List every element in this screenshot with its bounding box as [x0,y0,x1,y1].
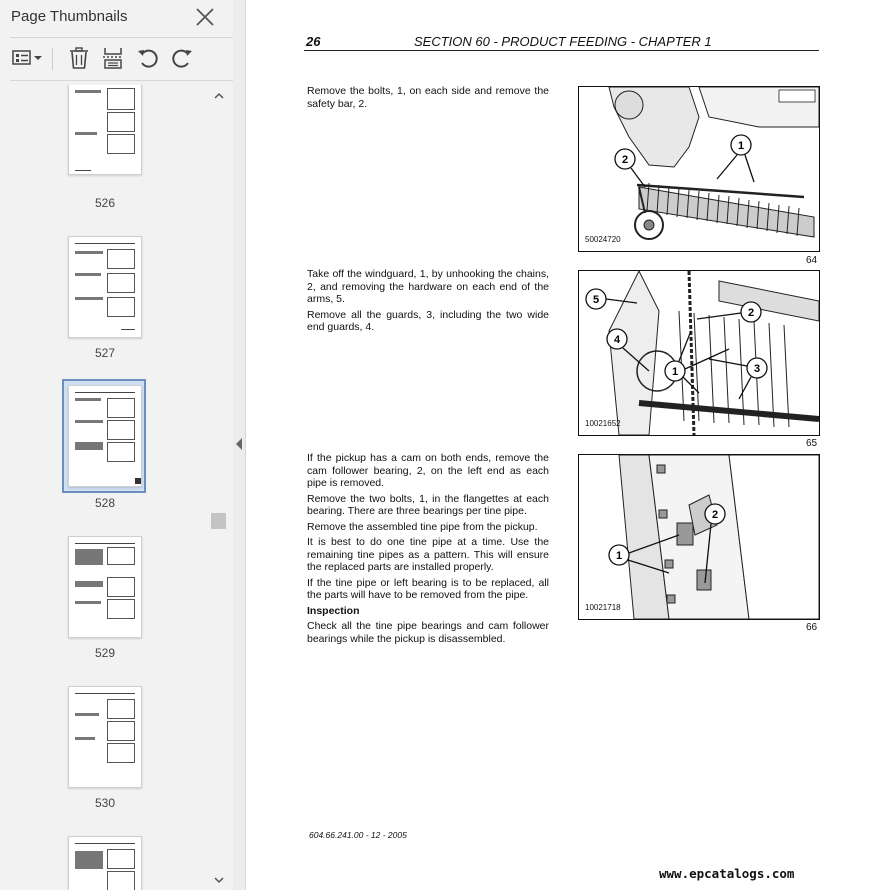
page-number-label: 527 [94,346,116,360]
figure-callout: 1 [671,366,679,378]
paragraph: Remove all the guards, 3, including the two wide end guards, 4. [307,308,549,333]
figure-66-illustration [579,455,819,619]
document-page [246,0,869,890]
watermark: www.epcatalogs.com [659,866,795,881]
paragraph: Take off the windguard, 1, by unhooking the chains, 2, and removing the hardware on each end of the arms, 5. [307,268,549,305]
page-thumbnail-529[interactable] [68,536,142,638]
figure-callout: 2 [711,509,719,521]
page-thumbnails-panel [0,0,234,890]
figure-64-illustration [579,87,819,251]
scrollbar-thumb[interactable] [211,513,226,529]
figure-callout: 1 [615,550,623,562]
page-thumbnail-531[interactable] [68,836,142,890]
paragraph: Remove the two bolts, 1, in the flangettes at each bearing. There are three bearings per tine pipe. [307,492,549,517]
page-thumbnail-528[interactable] [68,385,142,487]
figure-64 [578,86,820,252]
section-heading: Inspection [307,604,360,617]
figure-66 [578,454,820,620]
thumbnail-list [0,85,212,890]
extract-pages-icon[interactable] [100,42,126,74]
figure-callout: 2 [621,154,629,166]
page-number-label: 528 [94,496,116,510]
page-footer: 604.66.241.00 - 12 - 2005 [309,830,407,840]
paragraph: Check all the tine pipe bearings and cam follower bearings while the pickup is disassembled. [307,620,549,645]
thumbnail-options-icon[interactable] [10,42,44,74]
paragraph: If the tine pipe or left bearing is to be replaced, all the parts will have to be removed from the pipe. [307,576,549,601]
figure-callout: 1 [737,140,745,152]
panel-collapse-handle[interactable] [233,0,246,890]
thumbnail-toolbar [0,42,233,76]
thumbnail-scrollbar[interactable] [211,85,227,890]
paragraph: Remove the bolts, 1, on each side and remove the safety bar, 2. [307,85,549,110]
collapse-arrow-icon[interactable] [236,438,242,450]
toolbar-divider [52,48,53,70]
rotate-clockwise-icon[interactable] [168,42,196,74]
figure-code: 10021718 [585,603,621,612]
figure-number: 66 [806,622,818,633]
scroll-up-icon[interactable] [214,91,224,101]
figure-number: 64 [806,255,818,266]
figure-code: 10021652 [585,419,621,428]
panel-header [0,0,233,34]
paragraph: It is best to do one tine pipe at a time. Use the remaining tine pipes as a pattern. This will ensure the replaced parts are installed properly. [307,536,549,573]
page-header-number: 26 [306,34,321,49]
trash-icon[interactable] [66,42,92,74]
page-thumbnail-530[interactable] [68,686,142,788]
paragraph: Remove the assembled tine pipe from the pickup. [307,520,538,533]
page-number-label: 529 [94,646,116,660]
figure-callout: 3 [753,363,761,375]
figure-code: 50024720 [585,235,621,244]
page-thumbnail-526[interactable] [68,85,142,175]
figure-callout: 5 [592,294,600,306]
page-number-label: 530 [94,796,116,810]
panel-title: Page Thumbnails [11,8,128,25]
figure-65-illustration [579,271,819,435]
page-number-label: 526 [94,196,116,210]
divider [10,80,248,81]
instruction-block-2 [307,268,549,337]
paragraph: If the pickup has a cam on both ends, remove the cam follower bearing, 2, on the left end as each pipe is removed. [307,452,549,489]
divider [10,37,248,38]
rotate-counterclockwise-icon[interactable] [134,42,162,74]
figure-callout: 4 [613,334,621,346]
page-thumbnail-527[interactable] [68,236,142,338]
page-header-title: SECTION 60 - PRODUCT FEEDING - CHAPTER 1 [414,34,712,49]
header-rule [304,50,819,51]
figure-number: 65 [806,438,818,449]
figure-65 [578,270,820,436]
instruction-block-1 [307,85,549,113]
scroll-down-icon[interactable] [214,875,224,885]
instruction-block-3 [307,452,549,648]
figure-callout: 2 [747,307,755,319]
close-icon[interactable] [194,6,216,28]
